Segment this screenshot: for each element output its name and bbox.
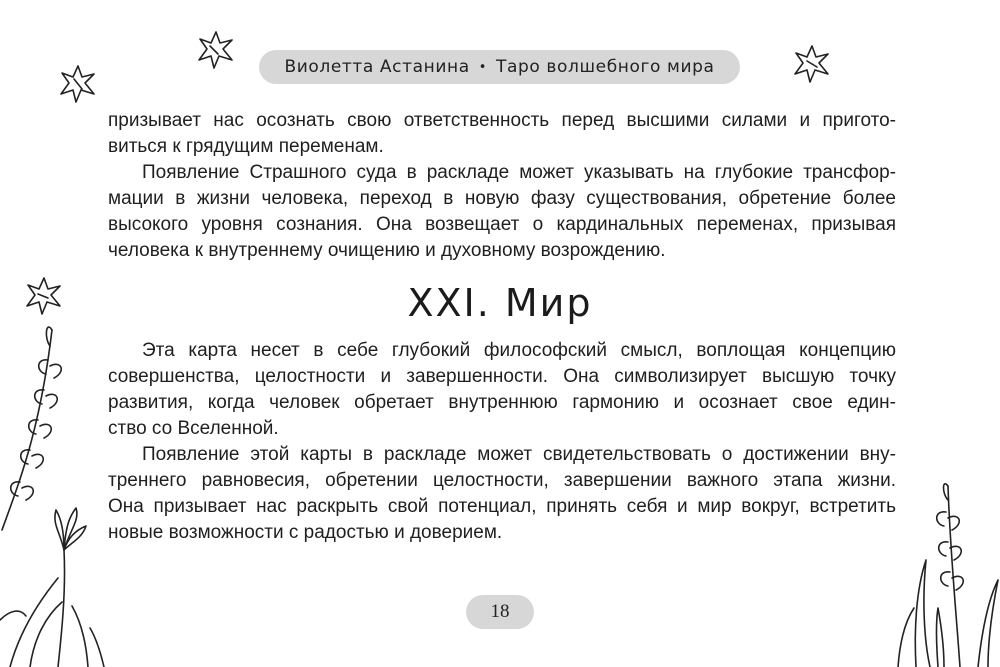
plant-doodle-left-icon xyxy=(0,320,120,667)
paragraph xyxy=(108,442,896,546)
text-line: совершенства, целостности и завершенности. Она символизирует высшую точку xyxy=(108,366,896,387)
text-line: Эта карта несет в себе глубокий философский смысл, воплощая концепцию xyxy=(142,340,896,361)
text-line: развития, когда человек обретает внутреннюю гармонию и осознает свое един- xyxy=(108,392,896,413)
header-author: Виолетта Астанина xyxy=(284,57,470,77)
header-separator: • xyxy=(478,59,488,75)
plant-doodle-right-icon xyxy=(890,480,1000,667)
page-number: 18 xyxy=(466,595,534,629)
text-line: Появление этой карты в раскладе может свидетельствовать о достижении вну- xyxy=(142,444,896,465)
paragraph xyxy=(108,338,896,442)
section-title: XXI. Мир xyxy=(407,281,593,325)
star-doodle-icon xyxy=(58,64,98,104)
text-line: человека к внутреннему очищению и духовному возрождению. xyxy=(108,240,666,261)
paragraph xyxy=(108,108,896,160)
text-line: новые возможности с радостью и доверием. xyxy=(108,522,503,543)
text-line: виться к грядущим переменам. xyxy=(108,136,384,157)
star-doodle-icon xyxy=(196,30,236,70)
header-book-title: Таро волшебного мира xyxy=(496,57,715,77)
text-line: призывает нас осознать свою ответственность перед высшими силами и пригото- xyxy=(108,110,896,131)
text-line: высокого уровня сознания. Она возвещает о кардинальных переменах, призывая xyxy=(108,214,896,235)
star-doodle-icon xyxy=(792,44,832,84)
running-header xyxy=(259,50,740,84)
text-line: ство со Вселенной. xyxy=(108,418,279,439)
text-line: мации в жизни человека, переход в новую фазу существования, обретение более xyxy=(108,188,896,209)
text-line: треннего равновесия, обретении целостности, завершении важного этапа жизни. xyxy=(108,470,896,491)
paragraph xyxy=(108,160,896,264)
text-line: Появление Страшного суда в раскладе может указывать на глубокие трансфор- xyxy=(142,162,896,183)
text-line: Она призывает нас раскрыть свой потенциал, принять себя и мир вокруг, встретить xyxy=(108,496,896,517)
